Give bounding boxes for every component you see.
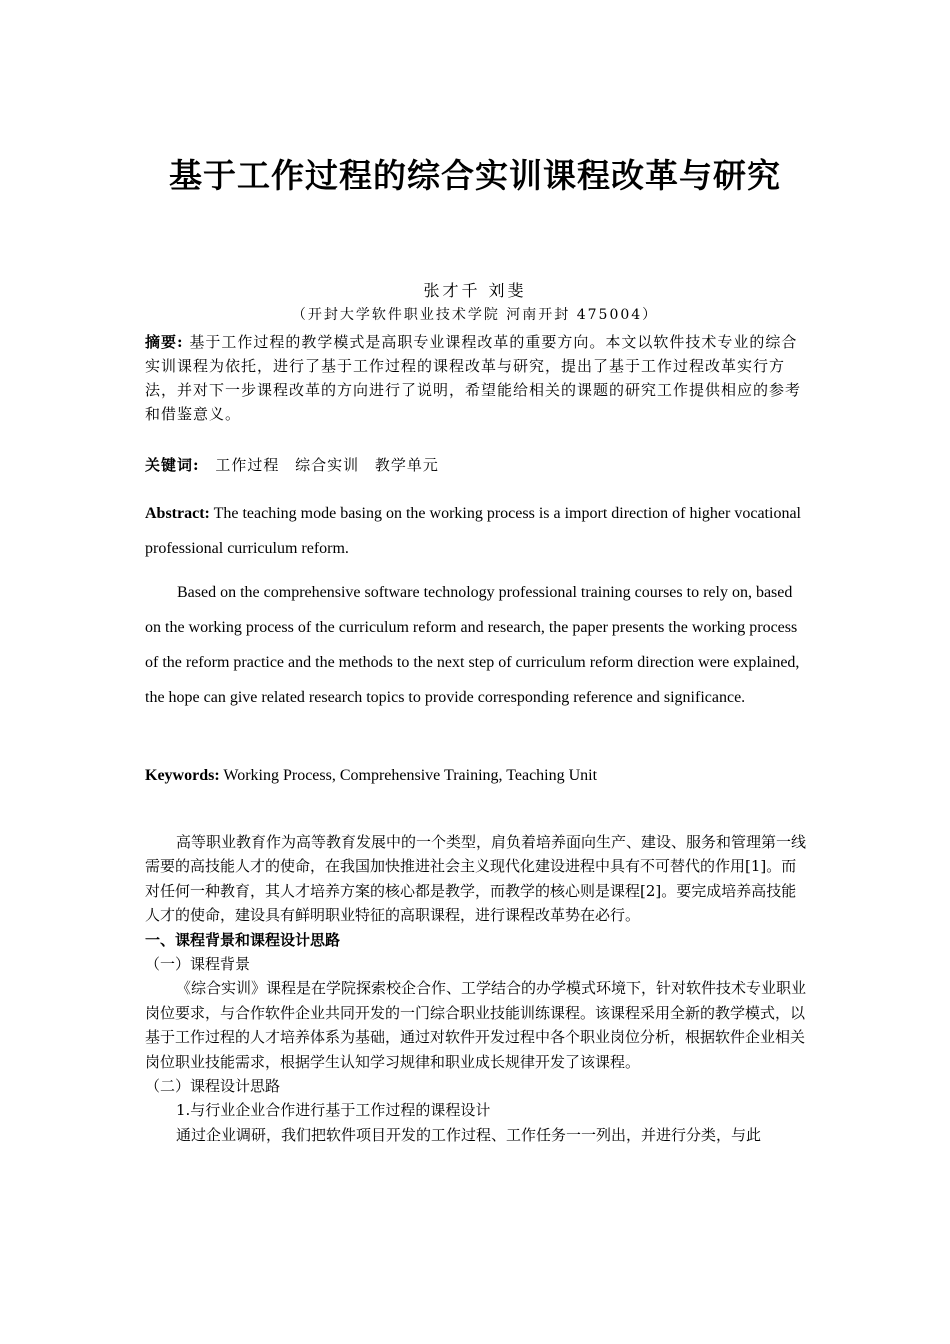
intro-paragraph: 高等职业教育作为高等教育发展中的一个类型，肩负着培养面向生产、建设、服务和管理第一线需要的高技能人才的使命，在我国加快推进社会主义现代化建设进程中具有不可替代的作用[1]。而对任何一种教育，其人才培养方案的核心都是教学，而教学的核心则是课程[2]。要完成培养高技能人才的使命，建设具有鲜明职业特征的高职课程，进行课程改革势在必行。 [145, 833, 807, 925]
abstract-en-label: Abstract: [145, 505, 210, 522]
keywords-cn-label: 关键词: [145, 456, 200, 474]
paper-title: 基于工作过程的综合实训课程改革与研究 [169, 156, 781, 195]
abstract-cn [145, 330, 810, 426]
subsection-heading: （一）课程背景 [145, 955, 251, 974]
section-heading: 一、课程背景和课程设计思路 [145, 930, 341, 949]
keywords-cn [145, 454, 810, 475]
body-text [145, 830, 810, 1147]
keyword-cn: 工作过程 [215, 456, 280, 474]
abstract-cn-text: 基于工作过程的教学模式是高职专业课程改革的重要方向。本文以软件技术专业的综合实训课程为依托，进行了基于工作过程的课程改革与研究，提出了基于工作过程改革实行方法，并对下一步课程改革的方向进行了说明，希望能给相关的课题的研究工作提供相应的参考和借鉴意义。 [145, 333, 802, 423]
abstract-cn-label: 摘要: [145, 333, 184, 351]
keywords-en-label: Keywords: [145, 767, 220, 784]
subsection-heading: （二）课程设计思路 [145, 1077, 281, 1096]
abstract-en [145, 496, 810, 566]
keywords-en-text: Working Process, Comprehensive Training, Teaching Unit [219, 767, 598, 784]
numbered-item-heading: 1.与行业企业合作进行基于工作过程的课程设计 [176, 1101, 491, 1120]
keyword-cn: 综合实训 [295, 456, 360, 474]
authors: 张才千 刘斐 [423, 281, 527, 300]
keywords-en [145, 758, 810, 793]
abstract-en-p2: Based on the comprehensive software technology professional training courses to rely on, based on the working process of the curriculum reform and research, the paper presents the working process of the reform practice and the methods to the next step of curriculum reform direction were explained, the hope can give related research topics to provide corresponding reference and significance. [145, 584, 800, 706]
affiliation: （开封大学软件职业技术学院 河南开封 475004） [291, 307, 659, 323]
paragraph: 《综合实训》课程是在学院探索校企合作、工学结合的办学模式环境下，针对软件技术专业职业岗位要求，与合作软件企业共同开发的一门综合职业技能训练课程。该课程采用全新的教学模式，以基于工作过程的人才培养体系为基础，通过对软件开发过程中各个职业岗位分析，根据软件企业相关岗位职业技能需求，根据学生认知学习规律和职业成长规律开发了该课程。 [145, 979, 807, 1071]
abstract-en-p1: The teaching mode basing on the working process is a import direction of higher vocational professional curriculum reform. [145, 505, 801, 557]
keyword-cn: 教学单元 [374, 456, 439, 474]
paragraph: 通过企业调研，我们把软件项目开发的工作过程、工作任务一一列出，并进行分类，与此 [176, 1125, 762, 1144]
